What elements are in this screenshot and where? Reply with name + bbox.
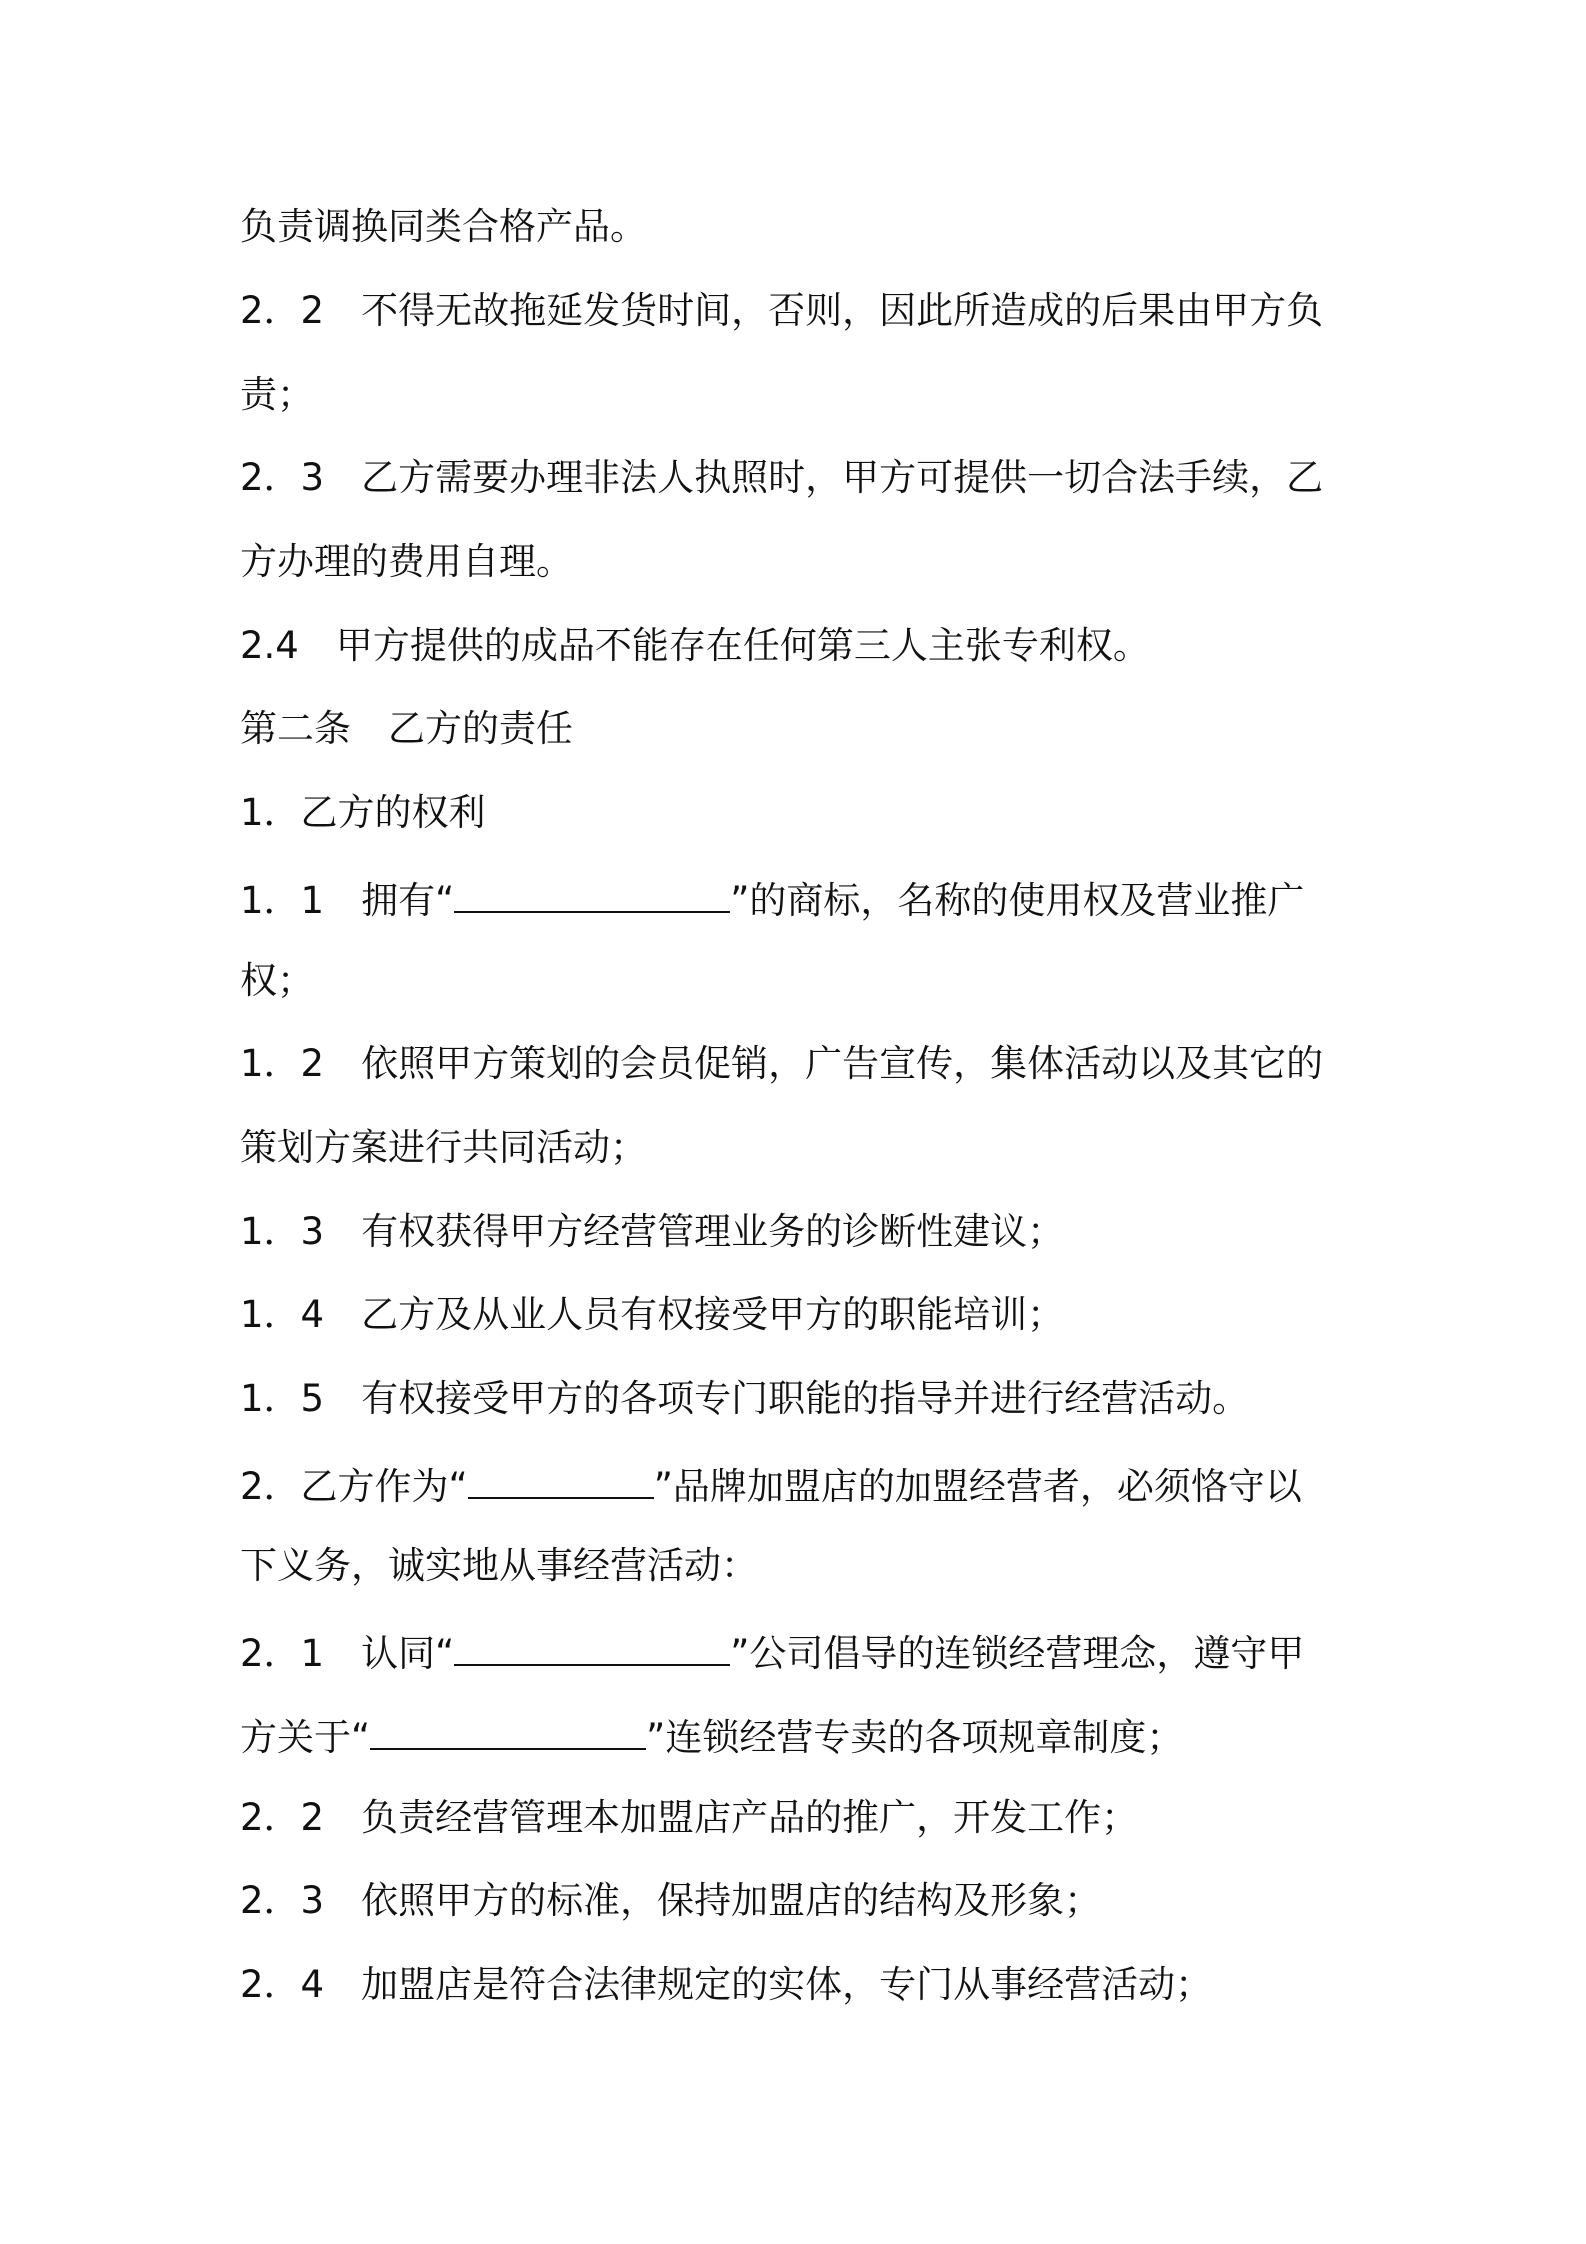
line-text: 1．2 依照甲方策划的会员促销，广告宣传，集体活动以及其它的 bbox=[240, 1042, 1324, 1085]
text-line bbox=[240, 1126, 647, 1170]
line-text: 策划方案进行共同活动； bbox=[240, 1126, 647, 1169]
text-line bbox=[240, 624, 1150, 668]
line-text: 2．4 加盟店是符合法律规定的实体，专门从事经营活动； bbox=[240, 1963, 1213, 2006]
text-line bbox=[240, 1210, 1064, 1254]
text-line bbox=[240, 540, 573, 584]
text-line bbox=[240, 959, 314, 1003]
line-text: 下义务，诚实地从事经营活动： bbox=[240, 1544, 758, 1587]
line-text: 方办理的费用自理。 bbox=[240, 540, 573, 583]
line-text: 权； bbox=[240, 959, 314, 1002]
line-text: ”的商标，名称的使用权及营业推广 bbox=[730, 879, 1305, 922]
text-line bbox=[240, 1544, 758, 1588]
line-text: 2．3 乙方需要办理非法人执照时，甲方可提供一切合法手续，乙 bbox=[240, 456, 1324, 499]
line-text: ”连锁经营专卖的各项规章制度； bbox=[646, 1716, 1184, 1759]
text-line bbox=[240, 1461, 1302, 1508]
line-text: 1．乙方的权利 bbox=[240, 791, 486, 834]
blank-field-trademark[interactable] bbox=[454, 875, 730, 913]
text-line bbox=[240, 1963, 1212, 2007]
text-line bbox=[240, 875, 1305, 922]
text-line bbox=[240, 373, 314, 417]
text-line bbox=[240, 1042, 1323, 1086]
text-line bbox=[240, 1879, 1101, 1923]
text-line bbox=[240, 1293, 1064, 1337]
line-text: 2．2 不得无故拖延发货时间，否则，因此所造成的后果由甲方负 bbox=[240, 289, 1324, 332]
line-text: 1．1 拥有“ bbox=[240, 879, 455, 922]
line-text: 负责调换同类合格产品。 bbox=[240, 205, 647, 248]
text-line bbox=[240, 1377, 1249, 1421]
line-text: 2.4 甲方提供的成品不能存在任何第三人主张专利权。 bbox=[240, 624, 1150, 667]
text-line bbox=[240, 289, 1323, 333]
line-text: 第二条 乙方的责任 bbox=[240, 707, 573, 750]
line-text: 2．2 负责经营管理本加盟店产品的推广，开发工作； bbox=[240, 1796, 1139, 1839]
line-text: ”品牌加盟店的加盟经营者，必须恪守以 bbox=[653, 1465, 1302, 1508]
line-text: 2．1 认同“ bbox=[240, 1632, 455, 1675]
text-line bbox=[240, 1796, 1138, 1840]
text-line bbox=[240, 1712, 1184, 1759]
line-text: ”公司倡导的连锁经营理念，遵守甲 bbox=[730, 1632, 1305, 1675]
line-text: 方关于“ bbox=[240, 1716, 371, 1759]
line-text: 1．5 有权接受甲方的各项专门职能的指导并进行经营活动。 bbox=[240, 1377, 1250, 1420]
blank-field-chain[interactable] bbox=[370, 1712, 646, 1750]
section-heading bbox=[240, 791, 486, 835]
blank-field-brand[interactable] bbox=[468, 1461, 654, 1499]
text-line bbox=[240, 456, 1323, 500]
blank-field-company[interactable] bbox=[454, 1628, 730, 1666]
line-text: 1．3 有权获得甲方经营管理业务的诊断性建议； bbox=[240, 1210, 1065, 1253]
line-text: 责； bbox=[240, 373, 314, 416]
line-text: 2．3 依照甲方的标准，保持加盟店的结构及形象； bbox=[240, 1879, 1102, 1922]
line-text: 1．4 乙方及从业人员有权接受甲方的职能培训； bbox=[240, 1293, 1065, 1336]
text-line bbox=[240, 1628, 1305, 1675]
text-line bbox=[240, 205, 647, 249]
line-text: 2．乙方作为“ bbox=[240, 1465, 468, 1508]
article-heading bbox=[240, 707, 573, 751]
